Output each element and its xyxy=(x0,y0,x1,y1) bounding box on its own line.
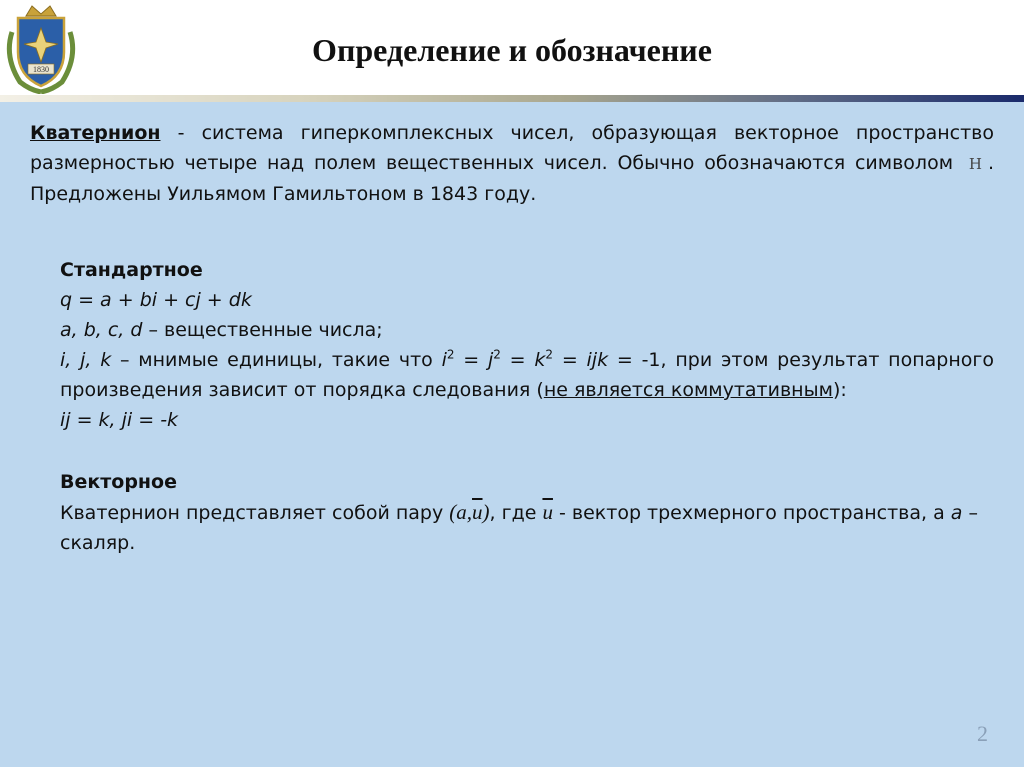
standard-formula: q = a + bi + cj + dk xyxy=(60,289,252,311)
slide-header xyxy=(0,0,1024,95)
definition-term: Кватернион xyxy=(30,122,161,144)
vector-paragraph: Кватернион представляет собой пару $(a,\overline{u})$, где $\overline{u}$ - вектор трехмерного пространства, а a – скаляр. xyxy=(60,500,978,554)
vector-section xyxy=(60,467,994,558)
vector-heading: Векторное xyxy=(60,471,177,493)
non-commutative-note: не является коммутативным xyxy=(543,379,833,401)
standard-products: ij = k, ji = -k xyxy=(60,409,179,431)
definition-text-end: . Предложены Уильямом Гамильтоном в 1843 году. xyxy=(30,152,994,205)
standard-heading: Стандартное xyxy=(60,259,203,281)
definition-text: система гиперкомплексных чисел, образующая векторное пространство размерностью четыре над полем вещественных чисел. Обычно обозначаются символом xyxy=(30,122,995,174)
vector-u: $\overline{u}$ xyxy=(542,500,553,524)
page-number: 2 xyxy=(977,721,988,746)
crest-year: 1830 xyxy=(33,65,49,74)
slide-content xyxy=(30,118,994,558)
definition-paragraph xyxy=(30,118,994,209)
header-divider xyxy=(0,95,1024,102)
page-title: Определение и обозначение xyxy=(312,32,712,68)
quaternion-pair: $(a,\overline{u})$ xyxy=(449,500,490,524)
standard-section xyxy=(60,255,994,435)
quaternion-symbol: H xyxy=(968,155,982,173)
standard-line-imaginary: i, j, k – мнимые единицы, такие что $i^2 = j^2 = k^2$ = ijk = -1, при этом результат попарного произведения зависит от порядка следования (не является коммутативным): xyxy=(60,347,995,401)
standard-line-real: a, b, c, d – вещественные числа; xyxy=(60,319,383,341)
definition-dash: - xyxy=(177,122,185,144)
